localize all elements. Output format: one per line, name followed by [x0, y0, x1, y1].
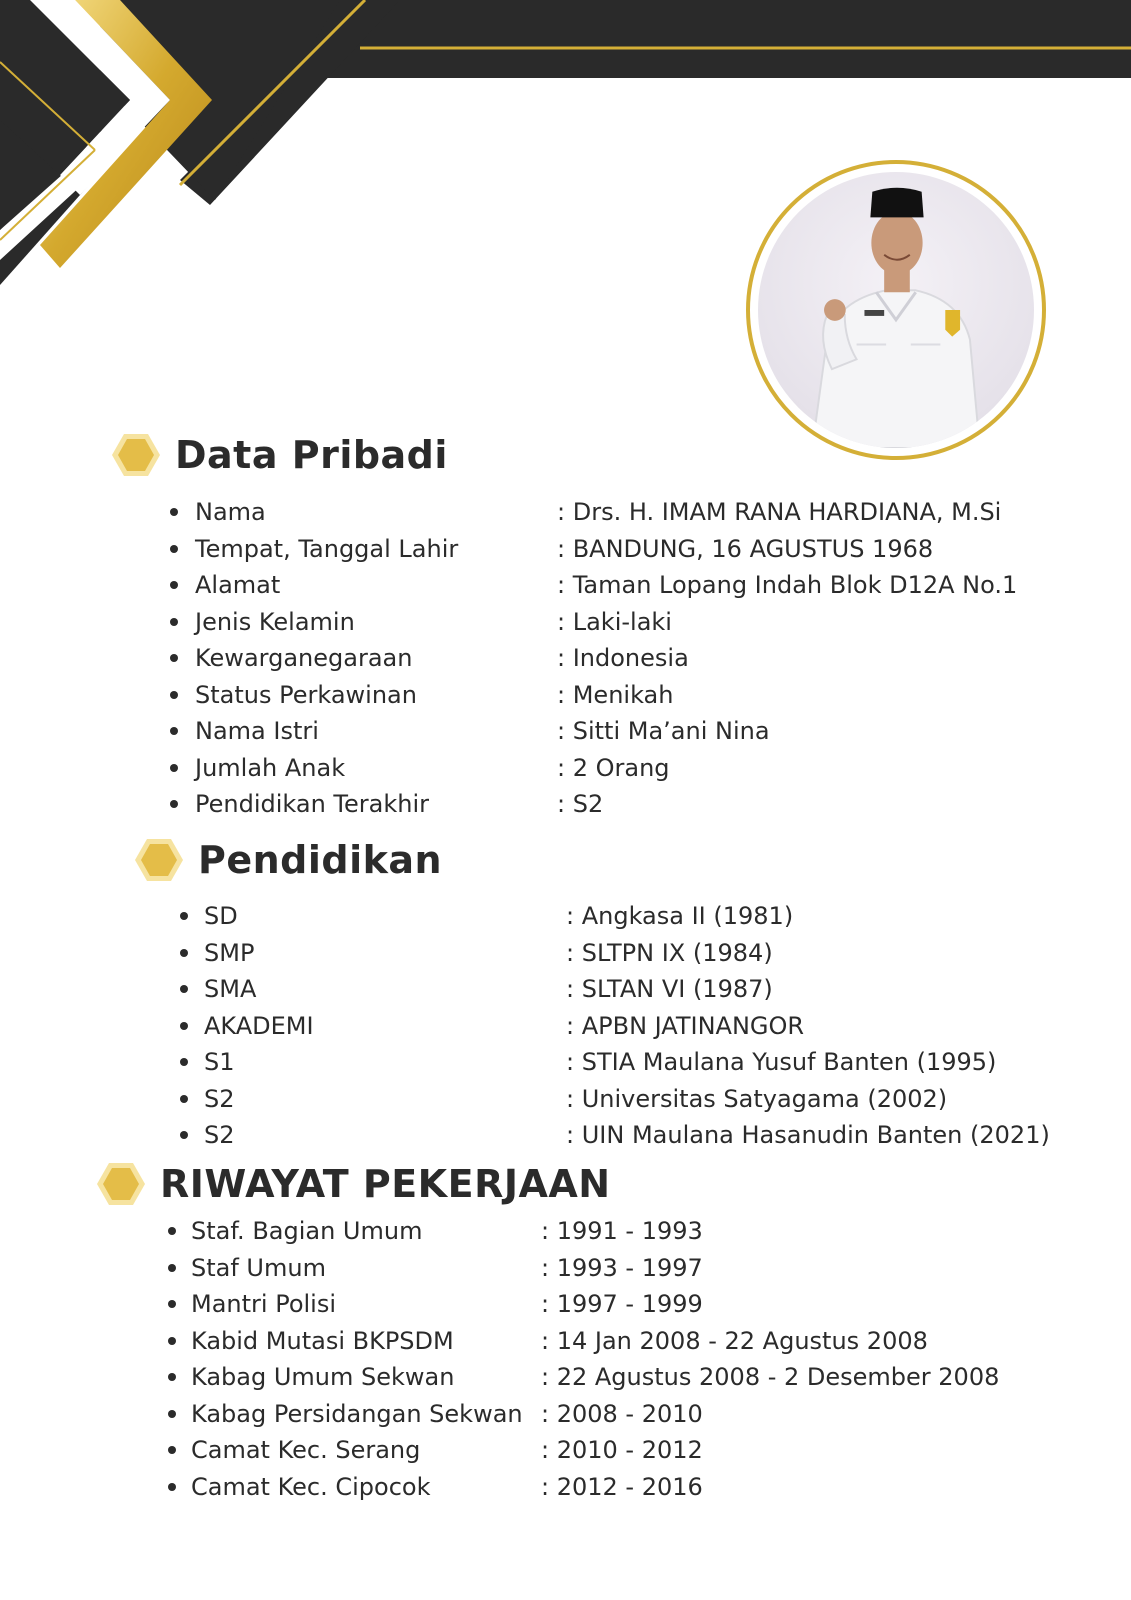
- bullet-icon: [170, 618, 178, 626]
- item-value: : SLTPN IX (1984): [566, 938, 773, 967]
- item-label: Kabid Mutasi BKPSDM: [191, 1326, 454, 1355]
- list-item: [168, 1359, 1068, 1396]
- bullet-icon: [168, 1410, 176, 1418]
- section-title: Data Pribadi: [175, 433, 448, 477]
- item-label: SMA: [204, 975, 257, 1004]
- item-value: : 1991 - 1993: [541, 1217, 703, 1246]
- bullet-icon: [168, 1264, 176, 1272]
- list-item: [180, 898, 1080, 935]
- list-item: [168, 1469, 1068, 1506]
- item-label: S2: [204, 1084, 235, 1113]
- item-label: Jumlah Anak: [195, 753, 346, 782]
- item-label: Status Perkawinan: [195, 680, 417, 709]
- list-item: [170, 786, 1070, 823]
- item-value: : Menikah: [557, 680, 674, 709]
- item-value: : BANDUNG, 16 AGUSTUS 1968: [557, 534, 934, 563]
- item-label: Mantri Polisi: [191, 1290, 337, 1319]
- bullet-icon: [168, 1483, 176, 1491]
- list-item: [170, 713, 1070, 750]
- item-label: Nama: [195, 498, 266, 527]
- portrait-photo-icon: [758, 172, 1034, 448]
- bullet-icon: [170, 800, 178, 808]
- bullet-icon: [170, 691, 178, 699]
- bullet-icon: [168, 1300, 176, 1308]
- bullet-icon: [170, 581, 178, 589]
- list-item: [180, 1117, 1080, 1154]
- item-value: : 2008 - 2010: [541, 1399, 703, 1428]
- gold-hexagon-icon: [111, 432, 161, 478]
- item-value: : 2 Orang: [557, 753, 670, 782]
- item-value: : Universitas Satyagama (2002): [566, 1084, 948, 1113]
- item-label: Camat Kec. Cipocok: [191, 1472, 431, 1501]
- item-value: : 2012 - 2016: [541, 1472, 703, 1501]
- bullet-icon: [170, 764, 178, 772]
- item-label: Kewarganegaraan: [195, 644, 413, 673]
- bullet-icon: [180, 1058, 188, 1066]
- list-item: [170, 604, 1070, 641]
- riwayat-pekerjaan-list: [168, 1213, 1068, 1505]
- bullet-icon: [168, 1337, 176, 1345]
- bullet-icon: [180, 912, 188, 920]
- list-item: [170, 677, 1070, 714]
- list-item: [168, 1396, 1068, 1433]
- bullet-icon: [168, 1373, 176, 1381]
- list-item: [168, 1432, 1068, 1469]
- list-item: [180, 1081, 1080, 1118]
- item-label: Alamat: [195, 571, 281, 600]
- list-item: [180, 1008, 1080, 1045]
- item-value: : APBN JATINANGOR: [566, 1011, 805, 1040]
- bullet-icon: [180, 1131, 188, 1139]
- list-item: [168, 1323, 1068, 1360]
- item-label: S2: [204, 1121, 235, 1150]
- data-pribadi-list: [170, 494, 1070, 823]
- bullet-icon: [180, 949, 188, 957]
- list-item: [168, 1250, 1068, 1287]
- item-value: : Indonesia: [557, 644, 689, 673]
- section-riwayat-heading: [96, 1161, 611, 1207]
- bullet-icon: [170, 727, 178, 735]
- item-value: : Angkasa II (1981): [566, 902, 794, 931]
- item-label: Camat Kec. Serang: [191, 1436, 421, 1465]
- list-item: [170, 750, 1070, 787]
- item-label: Kabag Umum Sekwan: [191, 1363, 455, 1392]
- list-item: [168, 1286, 1068, 1323]
- item-value: : 1997 - 1999: [541, 1290, 703, 1319]
- bullet-icon: [180, 1095, 188, 1103]
- list-item: [170, 640, 1070, 677]
- item-value: : S2: [557, 790, 604, 819]
- item-value: : Sitti Ma’ani Nina: [557, 717, 770, 746]
- item-value: : 22 Agustus 2008 - 2 Desember 2008: [541, 1363, 1000, 1392]
- item-label: Kabag Persidangan Sekwan: [191, 1399, 523, 1428]
- section-pendidikan-heading: [134, 837, 442, 883]
- bullet-icon: [180, 985, 188, 993]
- item-label: SD: [204, 902, 238, 931]
- gold-hexagon-icon: [96, 1161, 146, 1207]
- bullet-icon: [180, 1022, 188, 1030]
- section-title: RIWAYAT PEKERJAAN: [160, 1162, 611, 1206]
- item-value: : Drs. H. IMAM RANA HARDIANA, M.Si: [557, 498, 1002, 527]
- gold-hexagon-icon: [134, 837, 184, 883]
- list-item: [170, 494, 1070, 531]
- pendidikan-list: [180, 898, 1080, 1154]
- list-item: [180, 971, 1080, 1008]
- item-value: : 2010 - 2012: [541, 1436, 703, 1465]
- bullet-icon: [170, 545, 178, 553]
- profile-photo: [758, 172, 1034, 448]
- list-item: [180, 1044, 1080, 1081]
- item-label: S1: [204, 1048, 235, 1077]
- item-label: SMP: [204, 938, 255, 967]
- list-item: [180, 935, 1080, 972]
- list-item: [170, 531, 1070, 568]
- item-value: : STIA Maulana Yusuf Banten (1995): [566, 1048, 997, 1077]
- list-item: [168, 1213, 1068, 1250]
- item-value: : 1993 - 1997: [541, 1253, 703, 1282]
- profile-photo-frame: [746, 160, 1046, 460]
- list-item: [170, 567, 1070, 604]
- item-label: Jenis Kelamin: [195, 607, 355, 636]
- item-value: : UIN Maulana Hasanudin Banten (2021): [566, 1121, 1050, 1150]
- bullet-icon: [168, 1227, 176, 1235]
- item-value: : Laki-laki: [557, 607, 672, 636]
- bullet-icon: [170, 654, 178, 662]
- item-label: Nama Istri: [195, 717, 319, 746]
- bullet-icon: [170, 508, 178, 516]
- item-value: : SLTAN VI (1987): [566, 975, 773, 1004]
- item-label: Tempat, Tanggal Lahir: [195, 534, 459, 563]
- section-title: Pendidikan: [198, 838, 443, 882]
- item-label: Staf Umum: [191, 1253, 326, 1282]
- item-label: Staf. Bagian Umum: [191, 1217, 423, 1246]
- item-label: Pendidikan Terakhir: [195, 790, 429, 819]
- item-label: AKADEMI: [204, 1011, 314, 1040]
- bullet-icon: [168, 1446, 176, 1454]
- item-value: : Taman Lopang Indah Blok D12A No.1: [557, 571, 1018, 600]
- item-value: : 14 Jan 2008 - 22 Agustus 2008: [541, 1326, 928, 1355]
- section-data-pribadi-heading: [111, 432, 448, 478]
